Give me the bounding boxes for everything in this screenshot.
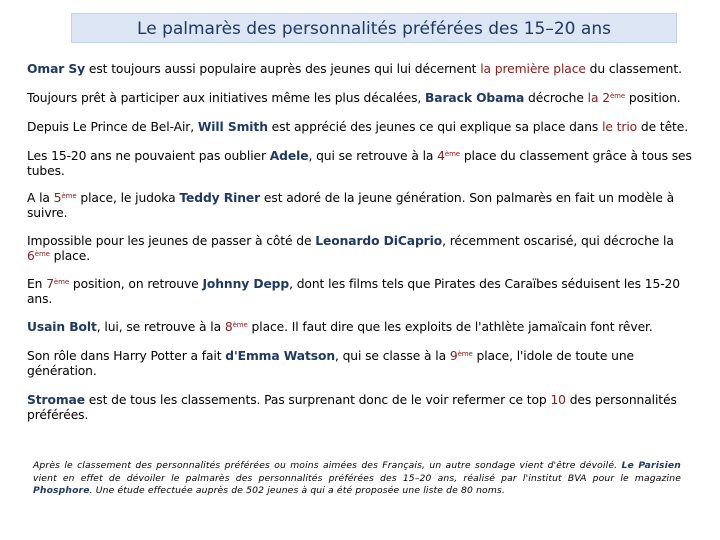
rank-highlight: 6 <box>27 249 35 263</box>
text: , récemment oscarisé, qui décroche la <box>442 234 674 248</box>
text: place, le judoka <box>76 191 180 205</box>
text: de tête. <box>637 120 689 134</box>
rank-highlight: 5 <box>53 191 62 205</box>
paragraph-rank-1 <box>27 62 699 77</box>
ordinal-suffix: ème <box>232 321 248 329</box>
note-text: . Une étude effectuée auprès de 502 jeunes à qui a été proposée une liste de 80 noms. <box>89 485 505 496</box>
paragraph-rank-5 <box>27 191 699 221</box>
person-name: Leonardo DiCaprio <box>315 234 443 248</box>
text: Impossible pour les jeunes de passer à côté de <box>27 234 316 248</box>
text: des personnalités préférées. <box>27 393 677 422</box>
page-title: Le palmarès des personnalités préférées des 15–20 ans <box>71 13 677 43</box>
text: Depuis Le Prince de Bel-Air, <box>27 120 198 134</box>
person-name: Adele <box>269 149 309 163</box>
rank-highlight: la 2 <box>587 91 610 105</box>
ordinal-suffix: ème <box>444 150 461 158</box>
ordinal-suffix: ème <box>609 92 626 100</box>
text: A la <box>27 191 54 205</box>
paragraph-rank-6 <box>27 234 699 264</box>
text: décroche <box>524 91 588 105</box>
text: Son rôle dans Harry Potter a fait <box>27 349 226 363</box>
person-name: Teddy Riner <box>179 191 261 205</box>
person-name: Johnny Depp <box>202 277 290 291</box>
paragraph-rank-7 <box>27 277 699 307</box>
text: place. <box>49 249 91 263</box>
text: est de tous les classements. Pas surprenant donc de le voir refermer ce top <box>85 393 551 407</box>
person-name: Omar Sy <box>27 62 86 76</box>
rank-highlight: 9 <box>449 349 458 363</box>
rank-highlight: 10 <box>550 393 566 407</box>
publication-name: Le Parisien <box>621 460 681 471</box>
text: Les 15-20 ans ne pouvaient pas oublier <box>27 149 270 163</box>
person-name: Stromae <box>27 393 85 407</box>
paragraph-rank-10 <box>27 393 699 423</box>
rank-highlight: 8 <box>224 320 233 334</box>
text: est apprécié des jeunes ce qui explique sa place dans <box>267 120 603 134</box>
person-name: Usain Bolt <box>27 320 97 334</box>
text: position, on retrouve <box>69 277 203 291</box>
text: est toujours aussi populaire auprès des jeunes qui lui décernent <box>85 62 481 76</box>
ordinal-suffix: ème <box>457 350 473 358</box>
text: place du classement grâce à tous ses tubes. <box>27 149 692 178</box>
person-name: d'Emma Watson <box>225 349 335 363</box>
person-name: Barack Obama <box>425 91 525 105</box>
ordinal-suffix: ème <box>53 278 70 286</box>
text: position. <box>625 91 681 105</box>
text: , lui, se retrouve à la <box>96 320 225 334</box>
paragraph-rank-8 <box>27 320 699 335</box>
text: place. Il faut dire que les exploits de l'athlète jamaïcain font rêver. <box>247 320 653 334</box>
ordinal-suffix: ème <box>61 192 77 200</box>
text: , dont les films tels que Pirates des Caraïbes séduisent les 15-20 ans. <box>27 277 680 306</box>
note-text: Après le classement des personnalités préférées ou moins aimées des Français, un autre sondage vient d'être dévoilé. <box>33 460 622 471</box>
text: En <box>27 277 47 291</box>
person-name: Will Smith <box>197 120 268 134</box>
paragraph-rank-2 <box>27 91 699 106</box>
rank-highlight: 4 <box>437 149 445 163</box>
source-note <box>33 460 681 498</box>
text: , qui se retrouve à la <box>308 149 438 163</box>
paragraph-rank-3 <box>27 120 699 135</box>
paragraph-rank-9 <box>27 349 699 379</box>
publication-name: Phosphore <box>33 485 90 496</box>
text: place, l'idole de toute une génération. <box>27 349 635 378</box>
paragraph-rank-4 <box>27 149 699 179</box>
rank-highlight: la première place <box>480 62 586 76</box>
rank-highlight: le trio <box>602 120 638 134</box>
text: est adoré de la jeune génération. Son palmarès en fait un modèle à suivre. <box>27 191 675 220</box>
note-text: vient en effet de dévoiler le palmarès des personnalités préférées des 15–20 ans, réalisé par l'institut BVA pour le magazine <box>33 472 681 484</box>
text: , qui se classe à la <box>334 349 450 363</box>
text: du classement. <box>585 62 682 76</box>
rank-highlight: 7 <box>46 277 54 291</box>
ordinal-suffix: ème <box>34 250 50 258</box>
text: Toujours prêt à participer aux initiatives même les plus décalées, <box>27 91 425 105</box>
